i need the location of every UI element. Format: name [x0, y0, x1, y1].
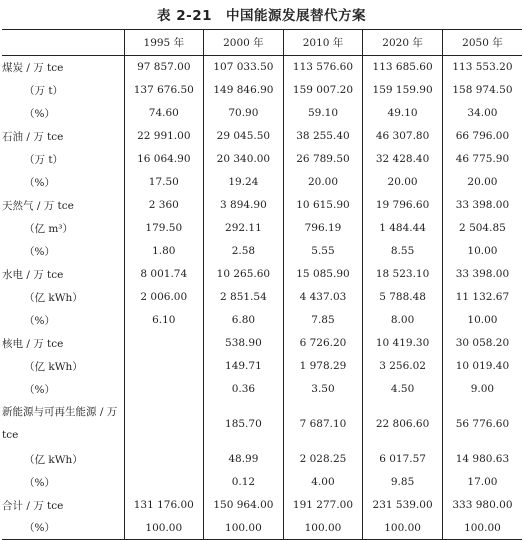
table-cell: 97 857.00	[124, 56, 204, 79]
table-cell: 6.10	[124, 309, 204, 332]
row-label: （亿 kWh）	[24, 291, 83, 304]
table-cell: 5.55	[283, 240, 363, 263]
table-cell	[124, 471, 204, 494]
table-cell: 1 978.29	[283, 355, 363, 378]
table-cell: 10.00	[442, 309, 522, 332]
table-row	[2, 102, 522, 125]
table-cell: 538.90	[204, 332, 284, 355]
row-label: 石油 / 万 tce	[2, 130, 64, 143]
table-cell: 1.80	[124, 240, 204, 263]
table-row	[2, 378, 522, 401]
table-number: 表 2-21	[157, 8, 212, 24]
row-label: （%）	[24, 176, 55, 189]
table-cell: 159 007.20	[283, 79, 363, 102]
row-label: 天然气 / 万 tce	[2, 199, 74, 212]
table-body	[2, 56, 522, 540]
table-cell: 149.71	[204, 355, 284, 378]
table-cell: 33 398.00	[442, 194, 522, 217]
table-cell: 26 789.50	[283, 148, 363, 171]
table-cell: 100.00	[124, 517, 204, 540]
table-cell: 29 045.50	[204, 125, 284, 148]
table-cell: 113 576.60	[283, 56, 363, 79]
table-cell: 131 176.00	[124, 494, 204, 517]
table-cell: 2 028.25	[283, 448, 363, 471]
table-cell: 5 788.48	[363, 286, 443, 309]
table-cell: 8.00	[363, 309, 443, 332]
table-cell: 10 419.30	[363, 332, 443, 355]
header-cell-2010: 2010 年	[283, 30, 363, 56]
table-cell: 333 980.00	[442, 494, 522, 517]
table-cell	[124, 401, 204, 448]
table-cell: 100.00	[283, 517, 363, 540]
row-label: （万 t）	[24, 153, 64, 166]
row-label: 核电 / 万 tce	[2, 337, 64, 350]
table-cell: 2.58	[204, 240, 284, 263]
table-cell: 10 615.90	[283, 194, 363, 217]
table-row	[2, 194, 522, 217]
row-label: （%）	[24, 245, 55, 258]
table-cell: 4.00	[283, 471, 363, 494]
header-cell-2020: 2020 年	[363, 30, 443, 56]
row-label: （亿 kWh）	[24, 453, 83, 466]
table-header	[2, 30, 522, 56]
header-row	[2, 30, 522, 56]
table-cell: 22 991.00	[124, 125, 204, 148]
table-cell: 46 775.90	[442, 148, 522, 171]
table-cell: 70.90	[204, 102, 284, 125]
row-label: （%）	[24, 383, 55, 396]
table-caption: 中国能源发展替代方案	[225, 8, 366, 24]
energy-table	[2, 29, 522, 540]
table-cell: 149 846.90	[204, 79, 284, 102]
table-row	[2, 148, 522, 171]
table-cell: 20.00	[442, 171, 522, 194]
table-cell: 0.36	[204, 378, 284, 401]
table-cell: 113 553.20	[442, 56, 522, 79]
table-cell: 107 033.50	[204, 56, 284, 79]
table-cell: 231 539.00	[363, 494, 443, 517]
table-cell: 8 001.74	[124, 263, 204, 286]
table-cell	[124, 355, 204, 378]
table-row	[2, 56, 522, 79]
table-cell: 158 974.50	[442, 79, 522, 102]
row-label: （%）	[2, 517, 124, 540]
table-cell: 796.19	[283, 217, 363, 240]
table-cell: 34.00	[442, 102, 522, 125]
table-row	[2, 171, 522, 194]
table-cell: 10.00	[442, 240, 522, 263]
table-cell: 59.10	[283, 102, 363, 125]
table-cell: 56 776.60	[442, 401, 522, 448]
table-cell: 3 256.02	[363, 355, 443, 378]
table-cell: 100.00	[204, 517, 284, 540]
table-title	[0, 4, 523, 24]
table-cell: 1 484.44	[363, 217, 443, 240]
table-cell: 6.80	[204, 309, 284, 332]
table-cell: 49.10	[363, 102, 443, 125]
row-label: （%）	[24, 107, 55, 120]
table-cell: 150 964.00	[204, 494, 284, 517]
table-row	[2, 471, 522, 494]
table-cell: 22 806.60	[363, 401, 443, 448]
table-cell: 38 255.40	[283, 125, 363, 148]
row-label: （亿 kWh）	[24, 360, 83, 373]
table-cell: 8.55	[363, 240, 443, 263]
row-label: 煤炭 / 万 tce	[2, 61, 64, 74]
table-cell: 3.50	[283, 378, 363, 401]
table-cell: 292.11	[204, 217, 284, 240]
table-cell: 3 894.90	[204, 194, 284, 217]
table-cell: 2 851.54	[204, 286, 284, 309]
table-cell: 17.50	[124, 171, 204, 194]
table-row	[2, 79, 522, 102]
table-cell: 20 340.00	[204, 148, 284, 171]
table-cell: 33 398.00	[442, 263, 522, 286]
table-cell: 74.60	[124, 102, 204, 125]
table-cell: 18 523.10	[363, 263, 443, 286]
table-cell: 19.24	[204, 171, 284, 194]
table-cell: 6 017.57	[363, 448, 443, 471]
table-cell: 100.00	[442, 517, 522, 540]
table-row	[2, 494, 522, 517]
table-row	[2, 240, 522, 263]
header-cell-2000: 2000 年	[204, 30, 284, 56]
header-cell-2050: 2050 年	[442, 30, 522, 56]
table-cell: 9.00	[442, 378, 522, 401]
table-cell: 185.70	[204, 401, 284, 448]
table-cell: 2 504.85	[442, 217, 522, 240]
table-cell: 14 980.63	[442, 448, 522, 471]
table-cell: 20.00	[283, 171, 363, 194]
row-label: 合计 / 万 tce	[2, 499, 64, 512]
table-cell: 6 726.20	[283, 332, 363, 355]
table-cell: 191 277.00	[283, 494, 363, 517]
table-cell: 159 159.90	[363, 79, 443, 102]
table-cell: 137 676.50	[124, 79, 204, 102]
table-row	[2, 263, 522, 286]
table-cell: 0.12	[204, 471, 284, 494]
table-cell: 10 265.60	[204, 263, 284, 286]
table-row	[2, 355, 522, 378]
row-label: （%）	[24, 476, 55, 489]
table-cell: 66 796.00	[442, 125, 522, 148]
table-cell: 9.85	[363, 471, 443, 494]
table-row	[2, 309, 522, 332]
table-row	[2, 125, 522, 148]
row-label: 新能源与可再生能源 / 万 tce	[2, 406, 118, 441]
table-row	[2, 217, 522, 240]
table-cell: 15 085.90	[283, 263, 363, 286]
table-row	[2, 401, 522, 448]
table-row	[2, 332, 522, 355]
table-row	[2, 286, 522, 309]
table-cell: 4 437.03	[283, 286, 363, 309]
table-cell: 2 006.00	[124, 286, 204, 309]
row-label: （万 t）	[24, 84, 64, 97]
row-label: （亿 m³）	[24, 222, 74, 235]
row-label: 水电 / 万 tce	[2, 268, 64, 281]
table-cell: 20.00	[363, 171, 443, 194]
table-cell	[124, 378, 204, 401]
table-cell: 10 019.40	[442, 355, 522, 378]
table-cell: 179.50	[124, 217, 204, 240]
table-cell: 100.00	[363, 517, 443, 540]
table-cell: 17.00	[442, 471, 522, 494]
header-cell-1995: 1995 年	[124, 30, 204, 56]
table-cell: 113 685.60	[363, 56, 443, 79]
table-cell: 30 058.20	[442, 332, 522, 355]
table-cell: 32 428.40	[363, 148, 443, 171]
table-cell: 19 796.60	[363, 194, 443, 217]
table-cell: 2 360	[124, 194, 204, 217]
table-row	[2, 448, 522, 471]
table-cell: 11 132.67	[442, 286, 522, 309]
table-cell: 48.99	[204, 448, 284, 471]
row-label: （%）	[24, 314, 55, 327]
table-cell: 16 064.90	[124, 148, 204, 171]
table-cell: 4.50	[363, 378, 443, 401]
table-cell	[124, 448, 204, 471]
table-cell	[124, 332, 204, 355]
header-cell-label	[2, 30, 124, 56]
table-cell: 7.85	[283, 309, 363, 332]
table-cell: 7 687.10	[283, 401, 363, 448]
table-cell: 46 307.80	[363, 125, 443, 148]
